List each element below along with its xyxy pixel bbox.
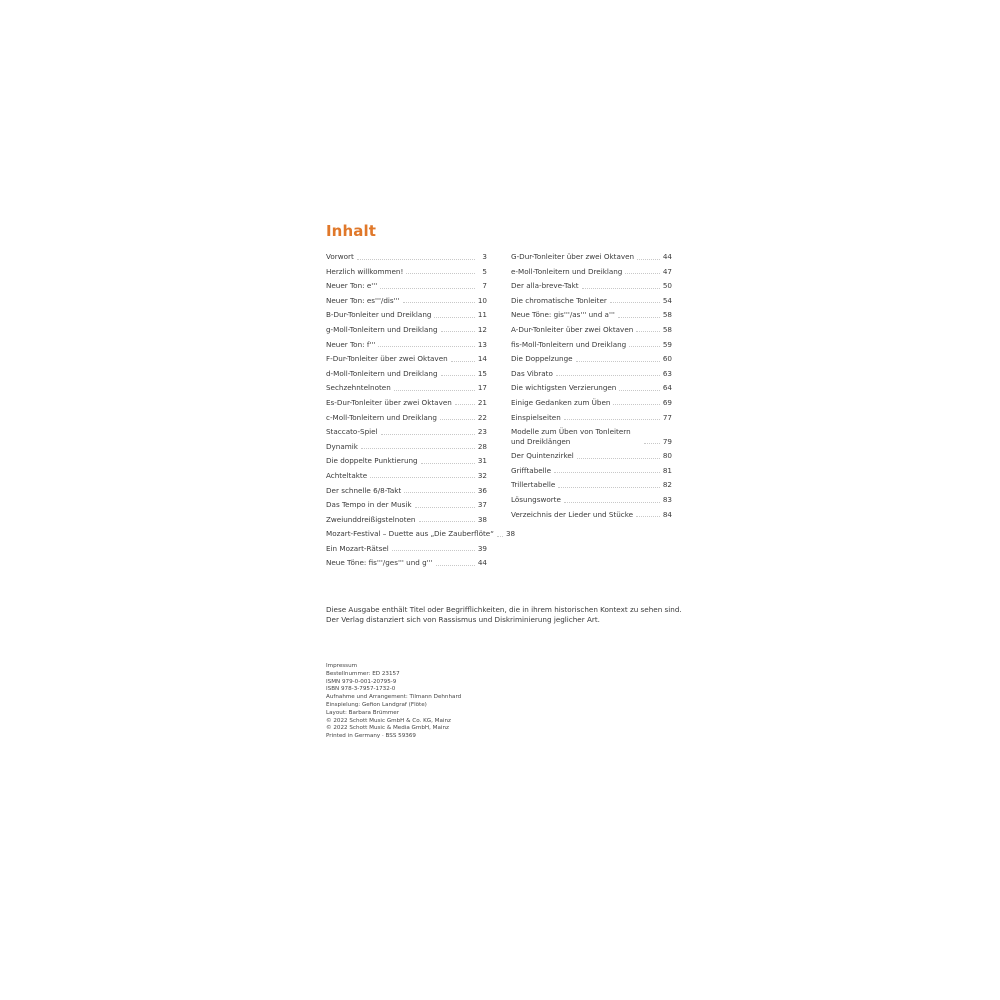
toc-entry — [511, 495, 672, 505]
toc-page-number: 63 — [662, 368, 672, 378]
toc-leader-dots — [392, 550, 475, 551]
imprint-line: Printed in Germany · BSS 59369 — [326, 733, 416, 740]
toc-leader-dots — [436, 565, 475, 566]
toc-leader-dots — [637, 259, 660, 260]
toc-entry — [326, 340, 487, 350]
toc-entry — [511, 480, 672, 490]
toc-page-number: 58 — [662, 310, 672, 320]
toc-leader-dots — [421, 463, 475, 464]
toc-entry-title: Sechzehntelnoten — [326, 383, 391, 393]
toc-page-number: 44 — [662, 252, 672, 261]
toc-page-number: 32 — [477, 470, 487, 480]
toc-entry-title: Der schnelle 6/8-Takt — [326, 485, 402, 495]
toc-page-number: 13 — [477, 339, 487, 349]
toc-entry — [326, 486, 487, 496]
toc-entry — [326, 252, 487, 262]
toc-page-number: 12 — [477, 324, 487, 334]
toc-leader-dots — [441, 375, 475, 376]
content-notice — [326, 605, 686, 625]
toc-entry — [511, 267, 672, 277]
toc-page-number: 64 — [662, 383, 672, 393]
toc-entry-title: G-Dur-Tonleiter über zwei Oktaven — [511, 252, 635, 261]
toc-entry — [511, 252, 672, 262]
toc-page-number: 5 — [482, 266, 487, 276]
page-title: Inhalt — [326, 222, 376, 240]
toc-entry-title: Die doppelte Punktierung — [326, 456, 418, 466]
toc-leader-dots — [636, 516, 660, 517]
toc-entry — [326, 500, 487, 510]
imprint-line: © 2022 Schott Music GmbH & Co. KG, Mainz — [326, 717, 451, 724]
toc-entry — [326, 456, 487, 466]
toc-entry-title: F-Dur-Tonleiter über zwei Oktaven — [326, 354, 448, 364]
toc-leader-dots — [441, 331, 475, 332]
imprint-line: © 2022 Schott Music & Media GmbH, Mainz — [326, 725, 449, 732]
toc-entry — [326, 442, 487, 452]
imprint-line: Einspielung: Gefion Landgraf (Flöte) — [326, 701, 427, 708]
toc-entry-title: Neuer Ton: e''' — [326, 281, 378, 291]
toc-entry-title: Der Quintenzirkel — [511, 451, 574, 461]
toc-entry-title: Zweiunddreißigstelnoten — [326, 514, 416, 524]
toc-entry — [511, 510, 672, 520]
toc-entry — [511, 354, 672, 364]
toc-page-number: 60 — [662, 354, 672, 364]
imprint-line: ISMN 979-0-001-20795-9 — [326, 678, 397, 685]
toc-entry-title: Verzeichnis der Lieder und Stücke — [511, 509, 634, 519]
toc-entry — [326, 398, 487, 408]
toc-entry-title: e-Moll-Tonleitern und Dreiklang — [511, 266, 623, 276]
toc-entry — [326, 383, 487, 393]
toc-leader-dots — [618, 317, 660, 318]
toc-entry — [511, 325, 672, 335]
imprint-heading: Impressum — [326, 663, 358, 669]
toc-entry — [326, 529, 516, 539]
toc-page-number: 77 — [662, 412, 672, 422]
toc-entry-title: Achteltakte — [326, 470, 368, 480]
toc-entry-title: A-Dur-Tonleiter über zwei Oktaven — [511, 324, 634, 334]
toc-entry — [511, 383, 672, 393]
toc-leader-dots — [644, 443, 660, 444]
toc-entry — [511, 310, 672, 320]
toc-leader-dots — [455, 404, 475, 405]
toc-entry-title: Die Doppelzunge — [511, 354, 573, 364]
toc-entry-title: Die wichtigsten Verzierungen — [511, 383, 617, 393]
toc-entry-title: Grifftabelle — [511, 465, 552, 475]
toc-leader-dots — [576, 361, 660, 362]
imprint-block — [326, 663, 526, 741]
toc-page-number: 44 — [477, 558, 487, 568]
toc-entry — [511, 466, 672, 476]
toc-page-number: 50 — [662, 281, 672, 291]
toc-page-number: 81 — [662, 465, 672, 475]
toc-entry-title: Das Tempo in der Musik — [326, 500, 412, 510]
toc-leader-dots — [558, 487, 660, 488]
toc-entry — [511, 369, 672, 379]
toc-leader-dots — [357, 259, 475, 260]
toc-leader-dots — [636, 331, 660, 332]
toc-page-number: 3 — [482, 252, 487, 261]
toc-entry — [326, 267, 487, 277]
imprint-line: Bestellnummer: ED 23157 — [326, 670, 400, 677]
toc-entry — [326, 558, 487, 568]
toc-leader-dots — [613, 404, 659, 405]
toc-page-number: 15 — [477, 368, 487, 378]
toc-leader-dots — [629, 346, 660, 347]
toc-page-number: 36 — [477, 485, 487, 495]
toc-entry — [511, 398, 672, 408]
toc-entry-title: c-Moll-Tonleitern und Dreiklang — [326, 412, 437, 422]
toc-leader-dots — [625, 273, 659, 274]
toc-page-number: 80 — [662, 451, 672, 461]
toc-page-number: 10 — [477, 295, 487, 305]
toc-page-number: 28 — [477, 441, 487, 451]
toc-entry-title: Vorwort — [326, 252, 354, 261]
toc-leader-dots — [434, 317, 474, 318]
toc-entry — [326, 310, 487, 320]
toc-entry-title: Das Vibrato — [511, 368, 553, 378]
toc-leader-dots — [564, 502, 660, 503]
toc-page-number: 59 — [662, 339, 672, 349]
toc-entry-title: Trillertabelle — [511, 480, 556, 490]
notice-line: Der Verlag distanziert sich von Rassismus und Diskriminierung jeglicher Art. — [326, 615, 600, 624]
toc-entry-title: Die chromatische Tonleiter — [511, 295, 607, 305]
imprint-line: Aufnahme und Arrangement: Tilmann Dehnhard — [326, 694, 462, 701]
toc-entry-title: Neue Töne: gis'''/as''' und a''' — [511, 310, 615, 320]
toc-leader-dots — [380, 288, 475, 289]
toc-page-number: 84 — [662, 509, 672, 519]
toc-entry — [326, 413, 487, 423]
toc-page-number: 38 — [505, 529, 516, 539]
toc-page-number: 23 — [477, 427, 487, 437]
toc-page-number: 21 — [477, 397, 487, 407]
toc-entry — [326, 354, 487, 364]
toc-leader-dots — [556, 375, 660, 376]
toc-entry — [326, 471, 487, 481]
toc-page-number: 79 — [662, 436, 672, 446]
toc-entry — [511, 427, 672, 446]
toc-entry-title: Lösungsworte — [511, 495, 561, 504]
toc-leader-dots — [403, 302, 475, 303]
toc-entry-title: Einspielseiten — [511, 412, 561, 422]
toc-entry-title: Der alla-breve-Takt — [511, 281, 579, 291]
toc-page-number: 31 — [477, 456, 487, 466]
toc-page-number: 22 — [477, 412, 487, 422]
toc-page-number: 37 — [477, 500, 487, 510]
toc-entry-title: Modelle zum Üben von Tonleitern und Dreiklängen — [511, 427, 631, 446]
toc-entry — [326, 515, 487, 525]
toc-page-number: 58 — [662, 324, 672, 334]
toc-leader-dots — [394, 390, 475, 391]
toc-entry-title: Staccato-Spiel — [326, 427, 378, 437]
toc-leader-dots — [564, 419, 660, 420]
toc-entry-title: g-Moll-Tonleitern und Dreiklang — [326, 324, 438, 334]
toc-leader-dots — [361, 448, 475, 449]
toc-leader-dots — [451, 361, 475, 362]
toc-entry — [326, 544, 487, 554]
toc-entry — [326, 296, 487, 306]
toc-entry-title: B-Dur-Tonleiter und Dreiklang — [326, 310, 432, 320]
toc-entry — [511, 451, 672, 461]
toc-entry — [511, 281, 672, 291]
toc-page-number: 17 — [477, 383, 487, 393]
toc-entry-title: Dynamik — [326, 441, 358, 451]
toc-entry — [326, 369, 487, 379]
toc-leader-dots — [619, 390, 659, 391]
notice-line: Diese Ausgabe enthält Titel oder Begrifflichkeiten, die in ihrem historischen Kontext zu sehen sind. — [326, 605, 682, 614]
toc-page-number: 7 — [482, 281, 487, 291]
toc-leader-dots — [415, 507, 475, 508]
toc-entry — [326, 325, 487, 335]
toc-leader-dots — [419, 521, 475, 522]
imprint-line: Layout: Barbara Brümmer — [326, 709, 400, 716]
toc-leader-dots — [577, 458, 660, 459]
toc-entry — [511, 340, 672, 350]
toc-leader-dots — [381, 434, 475, 435]
toc-page-number: 82 — [662, 480, 672, 490]
toc-page-number: 83 — [662, 495, 672, 504]
toc-entry-title: Neuer Ton: f''' — [326, 339, 376, 349]
toc-leader-dots — [370, 477, 475, 478]
imprint-line: ISBN 978-3-7957-1732-0 — [326, 686, 396, 693]
toc-page-number: 11 — [477, 310, 487, 320]
toc-page-number: 14 — [477, 354, 487, 364]
toc-entry-title: Ein Mozart-Rätsel — [326, 543, 389, 553]
toc-entry-title: Es-Dur-Tonleiter über zwei Oktaven — [326, 397, 452, 407]
toc-column-left — [326, 252, 516, 573]
toc-leader-dots — [378, 346, 475, 347]
toc-page-number: 69 — [662, 397, 672, 407]
toc-page-number: 47 — [662, 266, 672, 276]
toc-entry — [511, 296, 672, 306]
toc-leader-dots — [404, 492, 475, 493]
toc-column-right — [511, 252, 672, 524]
toc-entry-title: fis-Moll-Tonleitern und Dreiklang — [511, 339, 627, 349]
toc-entry-title: Einige Gedanken zum Üben — [511, 397, 611, 407]
toc-page-number: 38 — [477, 514, 487, 524]
toc-entry — [511, 413, 672, 423]
toc-leader-dots — [440, 419, 475, 420]
toc-leader-dots — [582, 288, 660, 289]
toc-page-number: 54 — [662, 295, 672, 305]
toc-entry-title: Neuer Ton: es'''/dis''' — [326, 295, 400, 305]
toc-leader-dots — [497, 536, 503, 537]
toc-leader-dots — [610, 302, 660, 303]
toc-entry-title: Herzlich willkommen! — [326, 266, 404, 276]
toc-entry — [326, 427, 487, 437]
toc-leader-dots — [554, 472, 660, 473]
toc-leader-dots — [406, 273, 475, 274]
toc-page-number: 39 — [477, 543, 487, 553]
toc-entry-title: Mozart-Festival – Duette aus „Die Zauberflöte“ — [326, 529, 494, 539]
toc-entry-title: d-Moll-Tonleitern und Dreiklang — [326, 368, 438, 378]
toc-entry — [326, 281, 487, 291]
toc-entry-title: Neue Töne: fis'''/ges''' und g''' — [326, 558, 433, 568]
